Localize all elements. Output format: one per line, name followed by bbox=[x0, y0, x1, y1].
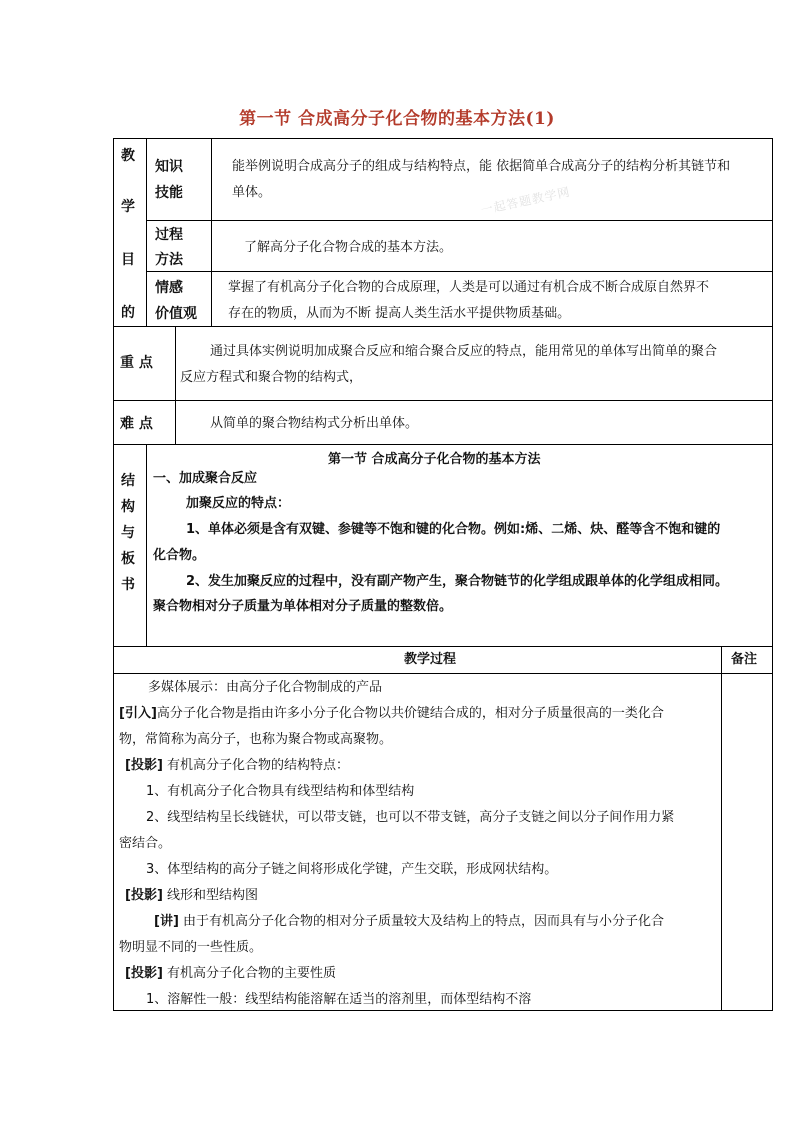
notes-header: 备注 bbox=[731, 652, 758, 667]
board-line: 加聚反应的特点： bbox=[186, 496, 291, 511]
objective-label: 方法 bbox=[155, 252, 183, 268]
objectives-side-char: 目 bbox=[121, 252, 135, 268]
board-line: 一、加成聚合反应 bbox=[153, 471, 258, 486]
key-points-text: 通过具体实例说明加成聚合反应和缩合聚合反应的特点，能用常见的单体写出简单的聚合 bbox=[210, 344, 718, 359]
board-line: 聚合物相对分子质量为单体相对分子质量的整数倍。 bbox=[153, 599, 453, 614]
difficulties-text: 从简单的聚合物结构式分析出单体。 bbox=[210, 416, 419, 431]
process-line: [投影] 线形和型结构图 bbox=[125, 888, 259, 903]
process-line: 3、体型结构的高分子链之间将形成化学键，产生交联，形成网状结构。 bbox=[146, 862, 558, 877]
process-line: [讲] 由于有机高分子化合物的相对分子质量较大及结构上的特点，因而具有与小分子化合 bbox=[154, 914, 665, 929]
objective-label: 过程 bbox=[155, 227, 183, 243]
board-side-char: 书 bbox=[121, 577, 135, 593]
board-side-char: 结 bbox=[121, 473, 135, 489]
board-side-char: 构 bbox=[121, 499, 135, 515]
objective-label: 知识 bbox=[155, 159, 183, 175]
objective-text: 单体。 bbox=[232, 185, 272, 200]
objectives-side-char: 教 bbox=[121, 148, 135, 164]
difficulties-label: 难 点 bbox=[120, 416, 153, 432]
process-line: 1、有机高分子化合物具有线型结构和体型结构 bbox=[146, 784, 415, 799]
process-line: [引入]高分子化合物是指由许多小分子化合物以共价键结合成的，相对分子质量很高的一类化合 bbox=[119, 706, 664, 721]
objective-label: 情感 bbox=[155, 280, 183, 296]
objective-text: 了解高分子化合物合成的基本方法。 bbox=[244, 240, 453, 255]
objective-text: 掌握了有机高分子化合物的合成原理，人类是可以通过有机合成不断合成原自然界不 bbox=[228, 280, 710, 295]
process-line: 多媒体展示：由高分子化合物制成的产品 bbox=[148, 680, 383, 695]
watermark: 一起答题教学网 bbox=[479, 184, 572, 218]
board-line: 化合物。 bbox=[153, 548, 206, 563]
process-line: 密结合。 bbox=[119, 836, 172, 851]
process-line: 1、溶解性一般：线型结构能溶解在适当的溶剂里，而体型结构不溶 bbox=[146, 992, 532, 1007]
objectives-side-char: 的 bbox=[121, 305, 135, 321]
process-header: 教学过程 bbox=[404, 652, 457, 667]
board-line: 1、单体必须是含有双键、参键等不饱和键的化合物。例如:烯、二烯、炔、醛等含不饱和键的 bbox=[186, 522, 721, 537]
process-line: 2、线型结构呈长线链状，可以带支链，也可以不带支链，高分子支链之间以分子间作用力紧 bbox=[146, 810, 675, 825]
process-line: 物，常简称为高分子，也称为聚合物或高聚物。 bbox=[119, 732, 393, 747]
board-line: 2、发生加聚反应的过程中，没有副产物产生，聚合物链节的化学组成跟单体的化学组成相同。 bbox=[186, 574, 729, 589]
objectives-side-char: 学 bbox=[121, 199, 135, 215]
process-line: [投影] 有机高分子化合物的结构特点： bbox=[125, 758, 350, 773]
board-heading: 第一节 合成高分子化合物的基本方法 bbox=[328, 452, 541, 467]
objective-text: 存在的物质，从而为不断 提高人类生活水平提供物质基础。 bbox=[228, 306, 571, 321]
objective-label: 技能 bbox=[155, 185, 183, 201]
page-title: 第一节 合成高分子化合物的基本方法(1) bbox=[239, 109, 555, 129]
key-points-label: 重 点 bbox=[120, 355, 153, 371]
board-side-char: 板 bbox=[121, 551, 135, 567]
key-points-text: 反应方程式和聚合物的结构式， bbox=[180, 370, 363, 385]
process-line: [投影] 有机高分子化合物的主要性质 bbox=[125, 966, 337, 981]
objective-text: 能举例说明合成高分子的组成与结构特点，能 依据简单合成高分子的结构分析其链节和 bbox=[232, 159, 731, 174]
process-line: 物明显不同的一些性质。 bbox=[119, 940, 263, 955]
objective-label: 价值观 bbox=[155, 306, 197, 322]
board-side-char: 与 bbox=[121, 525, 135, 541]
